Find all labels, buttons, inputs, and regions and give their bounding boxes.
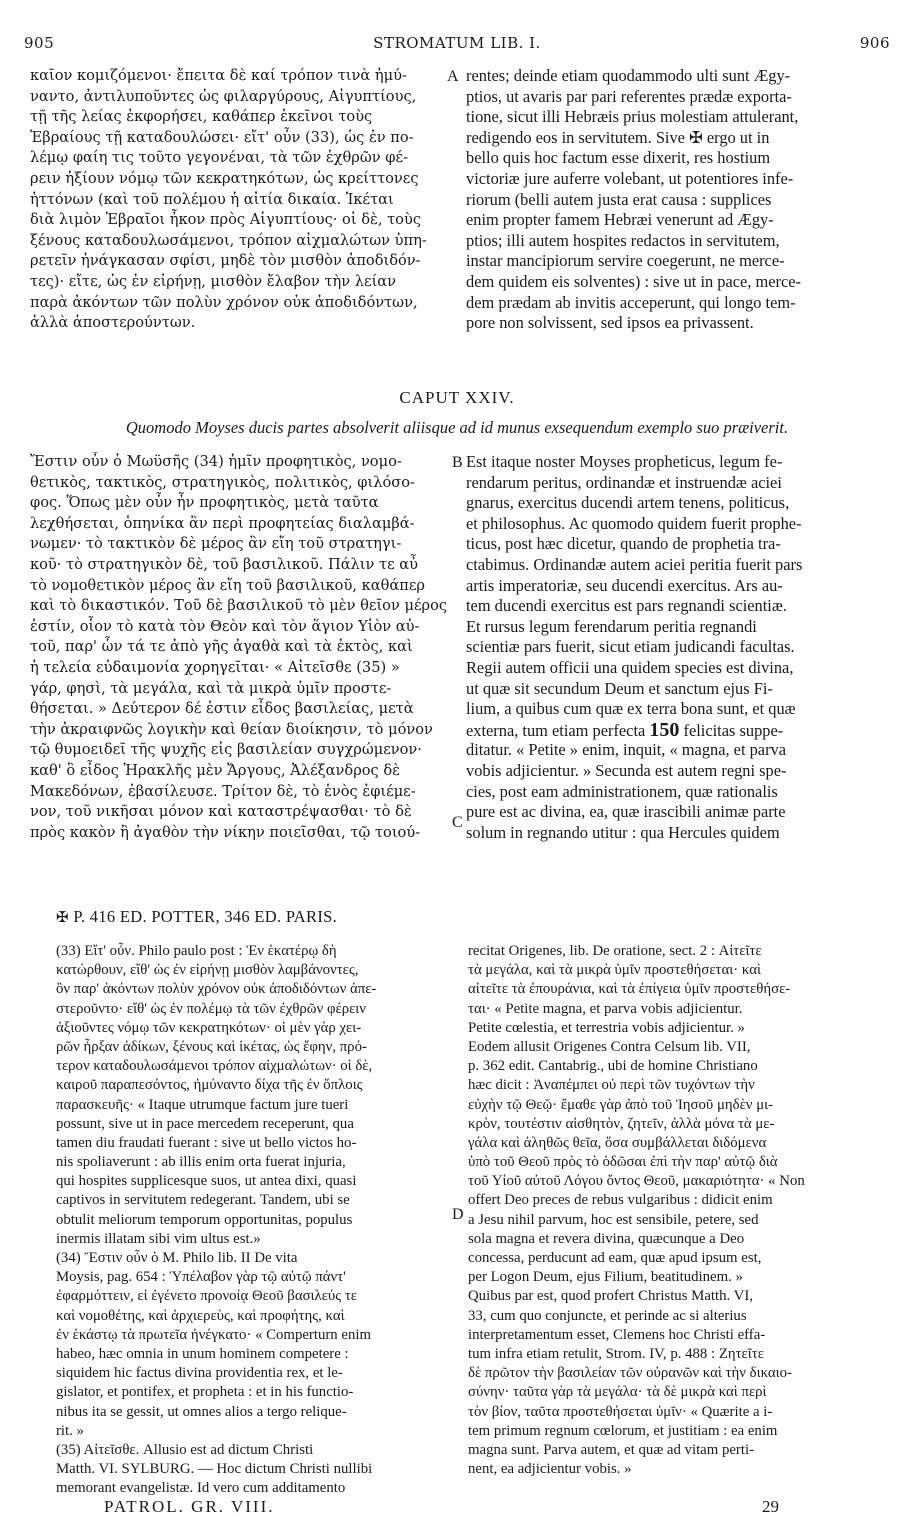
text-line: λέμῳ φαίη τις τοῦτο γεγονέναι, τὰ τῶν ἐχθρῶν φέ- [30,149,409,167]
margin-mark-b: B [452,454,463,471]
text-line: παρὰ ἀκόντων τῶν πολὺν χρόνον οὐκ ἀποδιδόντων, [30,293,418,311]
note-line: Quibus par est, quod profert Christus Matth. VI, [468,1288,753,1305]
note-line: gislator, et pontifex, et propheta : et in his functio- [56,1384,354,1401]
note-line: σύνην· ταῦτα γὰρ τὰ μεγάλα· τὰ δὲ μικρὰ καὶ περὶ [468,1384,767,1401]
note-line: tem primum regnum cœlorum, et justitiam : ea enim [468,1422,778,1439]
note-line: Eodem allusit Origenes Contra Celsum lib. VII, [468,1038,751,1055]
text-line: redigendo eos in servitutem. Sive ✠ ergo ut in [466,127,770,147]
note-line: τὸν βίον, ταῦτα προστεθήσεται ὑμῖν· « Quærite a i- [468,1403,773,1420]
text-line: θήσεται. » Δεύτερον δέ ἐστιν εἶδος βασιλείας, μετὰ [30,700,414,718]
note-line: στεροῦντο· εἴθ' ὡς ἐν πολέμῳ τὰ τῶν ἐχθρῶν φέρειν [56,1000,366,1017]
text-line: lium, a quibus cum quæ ex terra bona sunt, et quæ [466,699,796,719]
note-line: τοῦ Υἱοῦ αὐτοῦ Λόγου ὄντος Θεοῦ, μακαριότητα· « Non [468,1173,805,1190]
text-line: ptios, ut avaris par pari referentes prædæ exporta- [466,86,792,106]
edition-reference-text: P. 416 ED. POTTER, 346 ED. PARIS. [73,907,338,926]
text-line: artis imperatoriæ, seu ducendi exercitus. Ars au- [466,575,783,595]
mid-greek-column [30,452,450,843]
text-line: instar mancipiorum servire coegerunt, ne merce- [466,251,785,271]
note-line: a Jesu nihil parvum, hoc est sensibile, petere, sed [468,1211,759,1228]
text-line: bello quis hoc factum esse dixerit, res hostium [466,148,771,168]
note-line: 33, cum quo conjuncte, et perinde ac si alterius [468,1307,747,1324]
text-line: ναντο, ἀντιλυποῦντες ὡς φιλαργύρους, Αἰγυπτίους, [30,87,417,105]
text-line: tione, sicut illi Hebræis prius molestiam attulerant, [466,107,799,127]
note-line: τερον καταδουλωσάμενοι τρόπον αἰχμαλώτων· οἱ δὲ, [56,1058,373,1075]
note-line: p. 362 edit. Cantabrig., ubi de homine Christiano [468,1058,758,1075]
text-line: cies, post eam administrationem, quæ rationalis [466,781,778,801]
note-line: Petite cœlestia, et terrestria vobis adjicientur. » [468,1019,745,1036]
note-line: ὃν παρ' ἀκόντων πολὺν χρόνον οὐκ ἀποδιδόντων ἀπε- [56,981,377,998]
footnotes-right [468,942,894,1479]
note-line: sola magna et revera divina, quæcunque a Deo [468,1230,745,1247]
note-line: ἀξιοῦντες νόμῳ τῶν κεκρατηκότων· οἱ μὲν γὰρ χει- [56,1019,362,1036]
mid-latin-column [466,452,892,843]
chapter-heading: CAPUT XXIV. [399,388,515,407]
text-line: dem quidem eis solventes) : sive ut in pace, merce- [466,271,801,291]
note-line: obtulit meliorum temporum opportunitas, populus [56,1211,353,1228]
text-line: ctabimus. Ordinandæ autem aciei peritia fuerit pars [466,554,803,574]
note-line: rit. » [56,1422,84,1439]
note-line: qui hospites supplicesque suos, ut antea dixi, quasi [56,1173,357,1190]
text-line: ἀλλὰ ἀποστερούντων. [30,314,196,332]
text-line: ἡττόνων (καὶ τοῦ πολέμου ἡ αἰτία δικαία. Ἱκέται [30,190,394,208]
text-line: τὸ νομοθετικὸν μέρος ἂν εἴη τοῦ βασιλικοῦ, καθάπερ [30,576,425,594]
chapter-subtitle: Quomodo Moyses ducis partes absolverit aliisque ad id munus exsequendum exemplo suo præiverit. [125,418,789,437]
text-line: scientiæ pars fuerit, sicut etiam judicandi facultas. [466,637,795,657]
text-line: dem prædam ab invitis acceperunt, qui longo tem- [466,292,796,312]
note-line: nibus ita se gessit, ut omnes alios a tergo relique- [56,1403,347,1420]
note-line: γάλα καὶ ἀληθῶς θεῖα, ὅσα συμβάλλεται διδόμενα [468,1134,767,1151]
text-line: riorum (belli autem justa erat causa : supplices [466,189,772,209]
text-line: victoriæ jure auferre volebant, ut potentiores infe- [466,168,794,188]
margin-mark-d: D [452,1206,464,1223]
note-line: (35) Αἰτεῖσθε. Allusio est ad dictum Christi [56,1441,314,1458]
note-line: αἰτεῖτε τὰ ἐπουράνια, καὶ τὰ ἐπίγεια ὑμῖν προστεθήσε- [468,981,791,998]
note-line: interpretamentum esset, Clemens hoc Christi effa- [468,1326,766,1343]
text-line: ξένους καταδουλωσάμενοι, τρόπον αἰχμαλώτων ὑπη- [30,231,427,249]
text-line: τῷ θυμοειδεῖ τῆς ψυχῆς εἰς βασιλείαν συγχρώμενον· [30,741,422,759]
page-number-left: 905 [24,34,55,52]
text-line: τῇ τῆς λείας ἐκφορήσει, καθάπερ ἐκεῖνοι τοὺς [30,108,373,126]
column-number: 150 [649,718,680,741]
text-line: solum in regnando utitur : qua Hercules quidem [466,822,780,842]
text-line: λεχθήσεται, ὁπηνίκα ἂν περὶ προφητείας διαλαμβά- [30,514,415,532]
text-line: vobis adjicientur. » Secunda est autem regni spe- [466,760,787,780]
text-line: πρὸς κακὸν ἢ ἀγαθὸν τὴν νίκην ποιεῖσθαι, τῷ τοιού- [30,823,421,841]
note-line: τὰ μεγάλα, καὶ τὰ μικρὰ ὑμῖν προστεθήσεται· καὶ [468,962,761,979]
note-line: nent, ea adjicientur vobis. » [468,1461,632,1478]
cross-icon: ✠ [56,910,69,926]
note-line: offert Deo preces de rebus vulgaribus : didicit enim [468,1192,773,1209]
margin-mark-a: A [447,68,459,85]
note-line: ρῶν ἦρξαν ἀδίκων, ξένους καὶ ἱκέτας, ὡς ἔφην, πρό- [56,1038,367,1055]
note-line: κατώρθουν, εἴθ' ὡς ἐν εἰρήνῃ μισθὸν λαμβάνοντες, [56,962,359,979]
text-line: ρετεῖν ἠνάγκασαν σφίσι, μηδὲ τὸν μισθὸν ἀποδιδόν- [30,252,421,270]
note-line: Moysis, pag. 654 : Ὑπέλαβον γὰρ τῷ αὐτῷ πάντ' [56,1269,346,1286]
note-line: possunt, sive ut in pace mercedem receperunt, qua [56,1115,354,1132]
top-latin-column [466,66,892,334]
text-segment: felicitas suppe- [683,720,784,740]
note-line: magna sunt. Parva autem, et quæ ad vitam perti- [468,1441,754,1458]
running-head [24,34,890,56]
footer-signature: 29 [762,1497,779,1516]
text-line: νον, τοῦ νικῆσαι μόνον καὶ καταστρέψασθαι· τὸ δὲ [30,803,412,821]
note-line: Matth. VI. SYLBURG. — Hoc dictum Christi nullibi [56,1461,373,1478]
text-line: pure est ac divina, ea, quæ irascibili animæ parte [466,802,786,822]
text-line [466,720,892,741]
note-line: δὲ πρῶτον τὴν βασιλείαν τῶν οὐρανῶν καὶ τὴν δικαιο- [468,1365,792,1382]
text-line: καθ' ὃ εἶδος Ἡρακλῆς μὲν Ἄργους, Ἀλέξανδρος δὲ [30,761,400,779]
text-line: ptios; illi autem hospites redactos in servitutem, [466,230,780,250]
text-line: enim propter famem Hebræi venerunt ad Ægy- [466,210,774,230]
text-line: Et rursus legum ferendarum peritia regnandi [466,616,757,636]
top-greek-column [30,66,450,334]
text-line: ticus, post hæc dicetur, quando de prophetia tra- [466,534,781,554]
text-line: Regii autem officii una quidem species est divina, [466,657,794,677]
note-line: hæc dicit : Ἀναπέμπει οὐ περὶ τῶν τυχόντων τὴν [468,1077,755,1094]
text-line: Ἑβραίους τῇ καταδουλώσει· εἴτ' οὖν (33), ὡς ἐν πο- [30,128,414,146]
note-line: habeo, hæc omnia in unum hominem competere : [56,1345,349,1362]
note-line: ἐφαρμόττειν, εἰ ἐγένετο προνοίᾳ Θεοῦ βασιλεύς τε [56,1288,357,1305]
note-line: memorant evangelistæ. Id vero cum additamento [56,1480,346,1497]
text-line: tem ducendi exercitus est pars regnandi scientiæ. [466,596,787,616]
text-line: τοῦ, παρ' ὧν τά τε ἀπὸ γῆς ἀγαθὰ καὶ τὰ ἐκτὸς, καὶ [30,638,413,656]
note-line: captivos in servitutem redegerant. Tandem, ubi se [56,1192,350,1209]
text-line: κοῦ· τὸ στρατηγικὸν δὲ, τοῦ βασιλικοῦ. Πάλιν τε αὖ [30,555,419,573]
edition-reference [56,907,337,927]
text-line: ἡ τελεία εὐδαιμονία χορηγεῖται· « Αἰτεῖσθε (35) » [30,658,400,676]
note-line: παρασκευῆς· « Itaque utrumque factum jure tueri [56,1096,349,1113]
note-line: inermis illatam sibi vim ultus est.» [56,1230,261,1247]
text-segment: externa, tum etiam perfecta [466,720,646,740]
note-line: concessa, perducunt ad eam, quæ apud ipsum est, [468,1250,762,1266]
text-line: ut quæ sit secundum Deum et sanctum ejus Fi- [466,678,773,698]
text-line: τὴν ἀκραιφνῶς λογικὴν καὶ θείαν διοίκησιν, τὸ μόνον [30,720,433,738]
text-line: Est itaque noster Moyses propheticus, legum fe- [466,452,783,471]
text-line: καῖον κομιζόμενοι· ἔπειτα δὲ καί τρόπον τινὰ ἠμύ- [30,67,407,84]
text-line: θετικὸς, τακτικὸς, στρατηγικὸς, πολιτικὸς, φιλόσο- [30,473,415,491]
text-line: ditatur. « Petite » enim, inquit, « magna, et parva [466,740,787,760]
text-line: νωμεν· τὸ τακτικὸν δὲ μέρος ἂν εἴη τοῦ στρατηγι- [30,535,402,553]
text-line: φος. Ὅπως μὲν οὖν ἦν προφητικὸς, μετὰ ταῦτα [30,494,379,512]
text-line: rendarum peritus, ordinandæ et instruendæ aciei [466,472,782,492]
note-line: κρὸν, τουτέστιν αἰσθητὸν, ζητεῖν, ἀλλὰ μόνα τὰ με- [468,1115,775,1132]
note-line: per Logon Deum, ejus Filium, beatitudinem. » [468,1269,743,1286]
text-line: τες)· εἴτε, ὡς ἐν εἰρήνῃ, μισθὸν ἔλαβον τὴν λείαν [30,272,397,290]
note-line: tum infra etiam retulit, Strom. IV, p. 488 : Ζητεῖτε [468,1345,764,1362]
note-line: εὐχὴν τῷ Θεῷ· ἔμαθε γὰρ ἀπὸ τοῦ Ἰησοῦ μηδὲν μι- [468,1096,774,1113]
text-line: καὶ τὸ δικαστικόν. Τοῦ δὲ βασιλικοῦ τὸ μὲν θεῖον μέρος [30,597,448,615]
footer-series: PATROL. GR. VIII. [104,1497,275,1516]
note-line: καὶ νομοθέτης, καὶ ἀρχιερεὺς, καὶ προφήτης, καὶ [56,1307,345,1324]
text-line: Ἔστιν οὖν ὁ Μωϋσῆς (34) ἡμῖν προφητικὸς, νομο- [30,453,402,470]
note-line: tamen diu fraudati fuerant : sive ut bello victos ho- [56,1134,357,1151]
text-line: pore non solvissent, sed ipsos ea privassent. [466,313,754,333]
note-line: nis spoliaverunt : ab illis enim orta fuerat injuria, [56,1154,346,1171]
text-line: rentes; deinde etiam quodammodo ulti sunt Ægy- [466,66,791,85]
running-title: STROMATUM LIB. I. [373,34,541,52]
note-line: (34) Ἔστιν οὖν ὁ Μ. Philo lib. II De vita [56,1250,298,1266]
footnotes-left [56,942,444,1498]
note-line: ται· « Petite magna, et parva vobis adjicientur. [468,1000,743,1017]
text-line: γάρ, φησὶ, τὰ μεγάλα, καὶ τὰ μικρὰ ὑμῖν προστε- [30,679,392,697]
text-line: διὰ λιμὸν Ἑβραῖοι ἧκον πρὸς Αἰγυπτίους· οἱ δὲ, τοὺς [30,211,422,229]
note-line: ὑπὸ τοῦ Θεοῦ πρὸς τὸ ὁδῶσαι ἐπὶ τὴν παρ' αὐτῷ διὰ [468,1154,778,1171]
margin-mark-c: C [452,814,463,831]
note-line: recitat Origenes, lib. De oratione, sect. 2 : Αἰτεῖτε [468,943,762,959]
text-line: Μακεδόνων, ἐβασίλευσε. Τρίτον δὲ, τὸ ἑνὸς ἐφιέμε- [30,782,416,800]
text-line: ἐστίν, οἷον τὸ κατὰ τὸν Θεὸν καὶ τὸν ἅγιον Υἱὸν αὐ- [30,617,420,635]
note-line: (33) Εἴτ' οὖν. Philo paulo post : Ἐν ἑκατέρῳ δὴ [56,943,337,959]
note-line: siquidem hic factus divina providentia rex, et le- [56,1365,343,1382]
note-line: ἐν ἑκάστῳ τὰ πρωτεῖα ἠνέγκατο· « Comperturn enim [56,1326,371,1343]
text-line: ρειν ἠξίουν νόμῳ τῶν κεκρατηκότων, ὡς κρείττονες [30,169,419,187]
text-line: gnarus, exercitus ducendi artem tenens, politicus, [466,493,790,513]
note-line: καιροῦ παραπεσόντος, ἠμύναντο δίχα τῆς ἐν ὅπλοις [56,1077,363,1094]
text-line: et philosophus. Ac quomodo quidem fuerit prophe- [466,513,802,533]
page-number-right: 906 [859,34,890,52]
